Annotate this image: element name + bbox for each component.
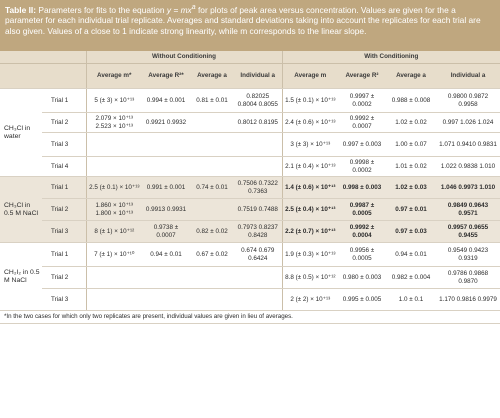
cell-w-a: 0.94 ± 0.01 bbox=[386, 243, 436, 267]
cell-w-a: 0.97 ± 0.01 bbox=[386, 199, 436, 221]
cell-w-m: 2.2 (± 0.7) × 10⁺¹³ bbox=[282, 221, 338, 243]
cell-w-r2: 0.9997 ± 0.0002 bbox=[338, 89, 386, 113]
cell-w-r2: 0.9992 ± 0.0007 bbox=[338, 113, 386, 133]
trial-label: Trial 1 bbox=[42, 89, 86, 113]
results-table bbox=[0, 51, 500, 324]
cell-wo-a: 0.82 ± 0.02 bbox=[190, 221, 234, 243]
cell-wo-m bbox=[86, 157, 142, 177]
col-header: Average R²* bbox=[142, 64, 190, 89]
cell-w-m: 8.8 (± 0.5) × 10⁺¹² bbox=[282, 267, 338, 289]
cell-wo-r2: 0.94 ± 0.01 bbox=[142, 243, 190, 267]
cell-wo-r2: 0.991 ± 0.001 bbox=[142, 177, 190, 199]
cell-w-ind: 1.022 0.9838 1.010 bbox=[436, 157, 500, 177]
table-caption bbox=[0, 0, 500, 51]
table-row bbox=[0, 221, 500, 243]
cell-wo-m bbox=[86, 267, 142, 289]
cell-w-r2: 0.998 ± 0.003 bbox=[338, 177, 386, 199]
table-row bbox=[0, 177, 500, 199]
condition-label: CH₃Cl in water bbox=[0, 89, 42, 177]
cell-wo-r2 bbox=[142, 267, 190, 289]
cell-wo-r2: 0.9921 0.9932 bbox=[142, 113, 190, 133]
cell-wo-ind: 0.674 0.679 0.6424 bbox=[234, 243, 282, 267]
cell-wo-a: 0.81 ± 0.01 bbox=[190, 89, 234, 113]
cell-wo-ind: 0.7519 0.7488 bbox=[234, 199, 282, 221]
cell-wo-r2: 0.9913 0.9931 bbox=[142, 199, 190, 221]
trial-label: Trial 3 bbox=[42, 289, 86, 311]
condition-label: CH₃Cl in 0.5 M NaCl bbox=[0, 177, 42, 243]
cell-w-ind: 0.997 1.026 1.024 bbox=[436, 113, 500, 133]
cell-wo-a: 0.74 ± 0.01 bbox=[190, 177, 234, 199]
cell-wo-r2: 0.994 ± 0.001 bbox=[142, 89, 190, 113]
table-row bbox=[0, 113, 500, 133]
cell-wo-r2: 0.9738 ± 0.0007 bbox=[142, 221, 190, 243]
cell-wo-a bbox=[190, 289, 234, 311]
cell-wo-ind bbox=[234, 267, 282, 289]
cell-wo-m: 2.079 × 10⁺¹³ 2.523 × 10⁺¹³ bbox=[86, 113, 142, 133]
cell-wo-r2 bbox=[142, 157, 190, 177]
cell-w-ind: 0.9549 0.9423 0.9319 bbox=[436, 243, 500, 267]
condition-label: CH₂I₂ in 0.5 M NaCl bbox=[0, 243, 42, 311]
trial-label: Trial 2 bbox=[42, 113, 86, 133]
cell-w-m: 2.5 (± 0.4) × 10⁺¹³ bbox=[282, 199, 338, 221]
cell-w-m: 3 (± 3) × 10⁺¹³ bbox=[282, 133, 338, 157]
col-header: Average R² bbox=[338, 64, 386, 89]
cell-w-m: 2.4 (± 0.6) × 10⁺¹³ bbox=[282, 113, 338, 133]
cell-w-r2: 0.995 ± 0.005 bbox=[338, 289, 386, 311]
cell-wo-a bbox=[190, 113, 234, 133]
col-header: Individual a bbox=[234, 64, 282, 89]
cell-w-a: 0.97 ± 0.03 bbox=[386, 221, 436, 243]
cell-wo-a bbox=[190, 133, 234, 157]
caption-label: Table II: bbox=[5, 4, 37, 15]
cell-wo-m: 7 (± 1) × 10⁺¹⁰ bbox=[86, 243, 142, 267]
col-header: Individual a bbox=[436, 64, 500, 89]
cell-w-m: 1.9 (± 0.3) × 10⁺¹³ bbox=[282, 243, 338, 267]
cell-wo-m: 8 (± 1) × 10⁺¹² bbox=[86, 221, 142, 243]
table-row bbox=[0, 289, 500, 311]
cell-w-a: 1.02 ± 0.02 bbox=[386, 113, 436, 133]
trial-label: Trial 1 bbox=[42, 243, 86, 267]
col-header: Average a bbox=[386, 64, 436, 89]
cell-wo-ind: 0.7973 0.8237 0.8428 bbox=[234, 221, 282, 243]
cell-wo-m bbox=[86, 289, 142, 311]
cell-wo-ind bbox=[234, 157, 282, 177]
cell-wo-r2 bbox=[142, 289, 190, 311]
col-header: Average a bbox=[190, 64, 234, 89]
table-row bbox=[0, 157, 500, 177]
cell-w-r2: 0.997 ± 0.003 bbox=[338, 133, 386, 157]
col-header: Average m bbox=[282, 64, 338, 89]
cell-w-ind: 1.170 0.9816 0.9979 bbox=[436, 289, 500, 311]
caption-text: Parameters for fits to the equation bbox=[36, 4, 167, 15]
cell-wo-ind bbox=[234, 289, 282, 311]
table-body bbox=[0, 89, 500, 311]
trial-label: Trial 1 bbox=[42, 177, 86, 199]
table-row bbox=[0, 199, 500, 221]
cell-wo-ind: 0.8012 0.8195 bbox=[234, 113, 282, 133]
cell-w-ind: 1.046 0.9973 1.010 bbox=[436, 177, 500, 199]
cell-w-m: 2 (± 2) × 10⁺¹³ bbox=[282, 289, 338, 311]
trial-label: Trial 3 bbox=[42, 221, 86, 243]
table-row bbox=[0, 89, 500, 113]
trial-label: Trial 2 bbox=[42, 199, 86, 221]
table-row bbox=[0, 133, 500, 157]
cell-wo-a bbox=[190, 157, 234, 177]
cell-wo-ind bbox=[234, 133, 282, 157]
cell-w-ind: 0.9800 0.9872 0.9958 bbox=[436, 89, 500, 113]
table-row bbox=[0, 243, 500, 267]
cell-w-r2: 0.9992 ± 0.0004 bbox=[338, 221, 386, 243]
cell-w-r2: 0.9998 ± 0.0002 bbox=[338, 157, 386, 177]
cell-wo-r2 bbox=[142, 133, 190, 157]
caption-equation: $y = mx^a$ bbox=[166, 4, 196, 15]
cell-w-ind: 0.9957 0.9655 0.9455 bbox=[436, 221, 500, 243]
cell-w-ind: 0.9786 0.9868 0.9870 bbox=[436, 267, 500, 289]
cell-w-a: 1.0 ± 0.1 bbox=[386, 289, 436, 311]
cell-w-ind: 0.9849 0.9643 0.9571 bbox=[436, 199, 500, 221]
header-without-conditioning: Without Conditioning bbox=[86, 51, 282, 64]
cell-wo-a bbox=[190, 267, 234, 289]
cell-w-ind: 1.071 0.9410 0.9831 bbox=[436, 133, 500, 157]
cell-wo-m bbox=[86, 133, 142, 157]
table-row bbox=[0, 267, 500, 289]
cell-w-a: 0.988 ± 0.008 bbox=[386, 89, 436, 113]
trial-label: Trial 2 bbox=[42, 267, 86, 289]
cell-w-r2: 0.9956 ± 0.0005 bbox=[338, 243, 386, 267]
cell-w-m: 1.4 (± 0.6) × 10⁺¹³ bbox=[282, 177, 338, 199]
cell-wo-a bbox=[190, 199, 234, 221]
cell-wo-m: 2.5 (± 0.1) × 10⁺¹³ bbox=[86, 177, 142, 199]
cell-w-r2: 0.9987 ± 0.0005 bbox=[338, 199, 386, 221]
cell-w-m: 1.5 (± 0.1) × 10⁺¹³ bbox=[282, 89, 338, 113]
cell-w-a: 1.00 ± 0.07 bbox=[386, 133, 436, 157]
cell-wo-a: 0.67 ± 0.02 bbox=[190, 243, 234, 267]
table-footnote: *In the two cases for which only two replicates are present, individual values are given in lieu of averages. bbox=[0, 311, 500, 324]
caption-text-rest: for plots of peak area versus concentration. Values are given for the a parameter for each individual trial replicate. Averages and standard deviations taking into account the replicates for each trial are also given. Values of a close to 1 indicate strong linearity, while m corresponds to the linear slope. bbox=[5, 4, 481, 36]
header-with-conditioning: With Conditioning bbox=[282, 51, 500, 64]
cell-w-a: 1.02 ± 0.03 bbox=[386, 177, 436, 199]
cell-wo-ind: 0.82025 0.8004 0.8055 bbox=[234, 89, 282, 113]
cell-w-r2: 0.980 ± 0.003 bbox=[338, 267, 386, 289]
trial-label: Trial 3 bbox=[42, 133, 86, 157]
cell-wo-m: 1.860 × 10⁺¹³ 1.800 × 10⁺¹³ bbox=[86, 199, 142, 221]
col-header: Average m* bbox=[86, 64, 142, 89]
cell-w-a: 0.982 ± 0.004 bbox=[386, 267, 436, 289]
cell-w-m: 2.1 (± 0.4) × 10⁺¹³ bbox=[282, 157, 338, 177]
cell-wo-ind: 0.7506 0.7322 0.7363 bbox=[234, 177, 282, 199]
cell-w-a: 1.01 ± 0.02 bbox=[386, 157, 436, 177]
cell-wo-m: 5 (± 3) × 10⁺¹³ bbox=[86, 89, 142, 113]
trial-label: Trial 4 bbox=[42, 157, 86, 177]
